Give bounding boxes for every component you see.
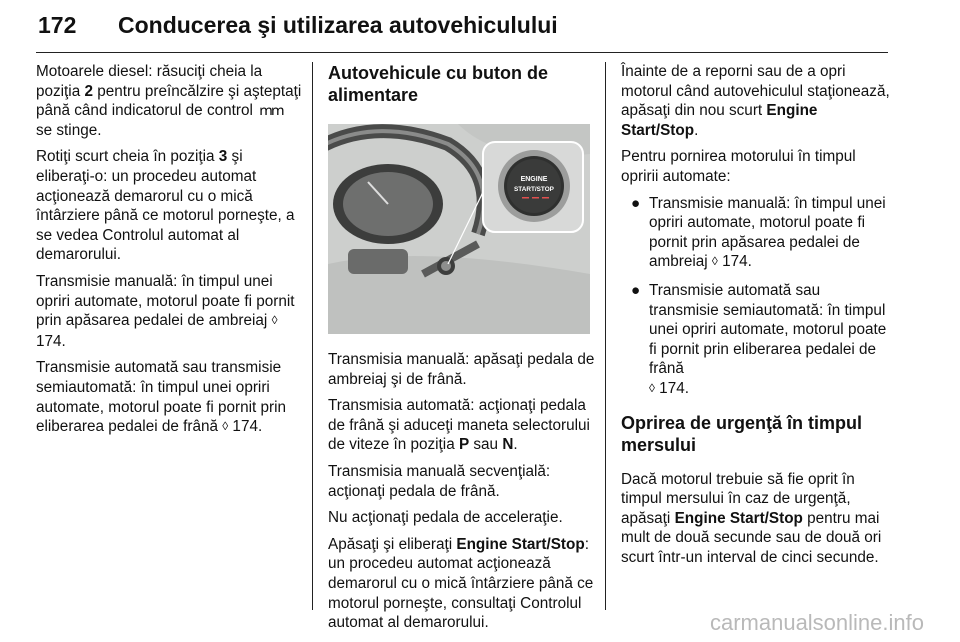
text: Apăsaţi şi eliberaţi bbox=[328, 535, 457, 553]
page-reference[interactable]: 174. bbox=[717, 253, 752, 271]
glow-plug-icon: ՠՠ bbox=[259, 102, 283, 120]
column-right bbox=[621, 62, 891, 574]
paragraph-press-button bbox=[328, 535, 596, 633]
text: se stinge. bbox=[36, 121, 102, 139]
engine-start-stop-term: Engine Start/Stop bbox=[674, 509, 803, 527]
page-reference-icon: ◊ bbox=[649, 380, 655, 395]
paragraph-automatic-transmission bbox=[36, 358, 304, 437]
text: Transmisie manuală: în timpul unei opriri automate, motorul poate fi pornit prin apăsarea pedalei de ambreiaj bbox=[649, 194, 886, 271]
page-reference[interactable]: 174. bbox=[654, 379, 689, 397]
gear-n: N bbox=[502, 436, 514, 454]
text: Motoarele diesel: răsuciţi cheia la poziţia bbox=[36, 63, 263, 100]
bullet-icon: ● bbox=[631, 281, 641, 299]
column-middle bbox=[328, 62, 596, 640]
gear-p: P bbox=[458, 436, 470, 454]
engine-start-stop-illustration bbox=[328, 124, 590, 334]
paragraph-manual-transmission bbox=[36, 272, 304, 351]
page-reference-icon: ◊ bbox=[271, 313, 278, 328]
engine-start-stop-term: Engine Start/Stop bbox=[621, 102, 818, 139]
page-header bbox=[36, 8, 888, 53]
column-left bbox=[36, 62, 304, 445]
paragraph-autostop-intro: Pentru pornirea motorului în timpul opririi automate: bbox=[621, 148, 856, 185]
text: Dacă motorul trebuie să fie oprit în timpul mersului în caz de urgenţă, apăsaţi bbox=[621, 470, 855, 527]
engine-start-stop-term: Engine Start/Stop bbox=[456, 535, 585, 553]
page-reference-icon: ◊ bbox=[711, 254, 718, 269]
text: Rotiţi scurt cheia în poziţia bbox=[36, 148, 219, 166]
list-item bbox=[621, 281, 891, 400]
bullet-list bbox=[621, 194, 891, 400]
paragraph-key-turn bbox=[36, 147, 304, 265]
paragraph-sequential: Transmisia manuală secvenţială: acţionaţi pedala de frână. bbox=[328, 462, 551, 500]
key-position: 3 bbox=[218, 148, 228, 166]
paragraph-manual: Transmisia manuală: apăsaţi pedala de ambreiaj şi de frână. bbox=[328, 351, 595, 388]
page-reference[interactable]: 174. bbox=[228, 418, 263, 436]
key-position: 2 bbox=[84, 82, 93, 100]
paragraph-restart bbox=[621, 62, 891, 140]
chapter-title: Conducerea şi utilizarea autovehiculului bbox=[118, 12, 558, 38]
section-heading-power-button: Autovehicule cu buton de alimentare bbox=[328, 63, 549, 105]
page-number: 172 bbox=[38, 12, 77, 38]
text: . bbox=[694, 121, 699, 139]
list-item bbox=[621, 194, 891, 273]
text: Transmisie automată sau transmisie semiautomată: în timpul unei opriri automate, motorul poate fi pornit prin eliberarea pedalei de frână bbox=[649, 281, 887, 378]
column-divider bbox=[605, 62, 606, 610]
text: . bbox=[513, 436, 518, 454]
button-label-engine: ENGINE bbox=[520, 176, 548, 183]
text: sau bbox=[469, 436, 503, 454]
text: Transmisie automată sau transmisie semiautomată: în timpul unei opriri automate, motorul poate fi pornit prin eliberarea pedalei de frână bbox=[36, 359, 286, 436]
paragraph-no-accelerator: Nu acţionaţi pedala de acceleraţie. bbox=[328, 509, 563, 527]
paragraph-diesel-preheat bbox=[36, 62, 304, 140]
paragraph-automatic bbox=[328, 396, 596, 455]
text: Transmisie manuală: în timpul unei opriri automate, motorul poate fi pornit prin apăsarea pedalei de ambreiaj bbox=[36, 272, 295, 330]
text: : un procedeu automat acţionează demarorul cu o mică întârziere până ce motorul porneşte, consultaţi Controlul automat al demarorului. bbox=[328, 535, 594, 632]
paragraph-emergency bbox=[621, 470, 891, 568]
bullet-icon: ● bbox=[631, 194, 641, 212]
watermark: carmanualsonline.info bbox=[709, 610, 924, 635]
text: pentru preîncălzire şi aşteptaţi până când indicatorul de control bbox=[36, 82, 302, 120]
page-reference-icon: ◊ bbox=[222, 419, 229, 434]
text: Transmisia automată: acţionaţi pedala de frână şi aduceţi maneta selectorului de viteze în poziţia bbox=[328, 397, 590, 454]
button-label-start-stop: START/STOP bbox=[514, 186, 554, 193]
section-heading-emergency-stop: Oprirea de urgenţă în timpul mersului bbox=[621, 412, 863, 455]
page-reference[interactable]: 174. bbox=[36, 332, 66, 350]
text: pentru mai mult de două secunde sau de două ori scurt într-un interval de cinci secunde. bbox=[621, 509, 882, 566]
text: şi eliberaţi-o: un procedeu automat acţionează demarorul cu o mică întârziere până ce motorul porneşte, a se vedea Controlul automat al demarorului. bbox=[36, 148, 295, 264]
text: Înainte de a reporni sau de a opri motorul când autovehiculul staţionează, apăsaţi din nou scurt bbox=[621, 63, 890, 120]
column-divider bbox=[312, 62, 313, 610]
